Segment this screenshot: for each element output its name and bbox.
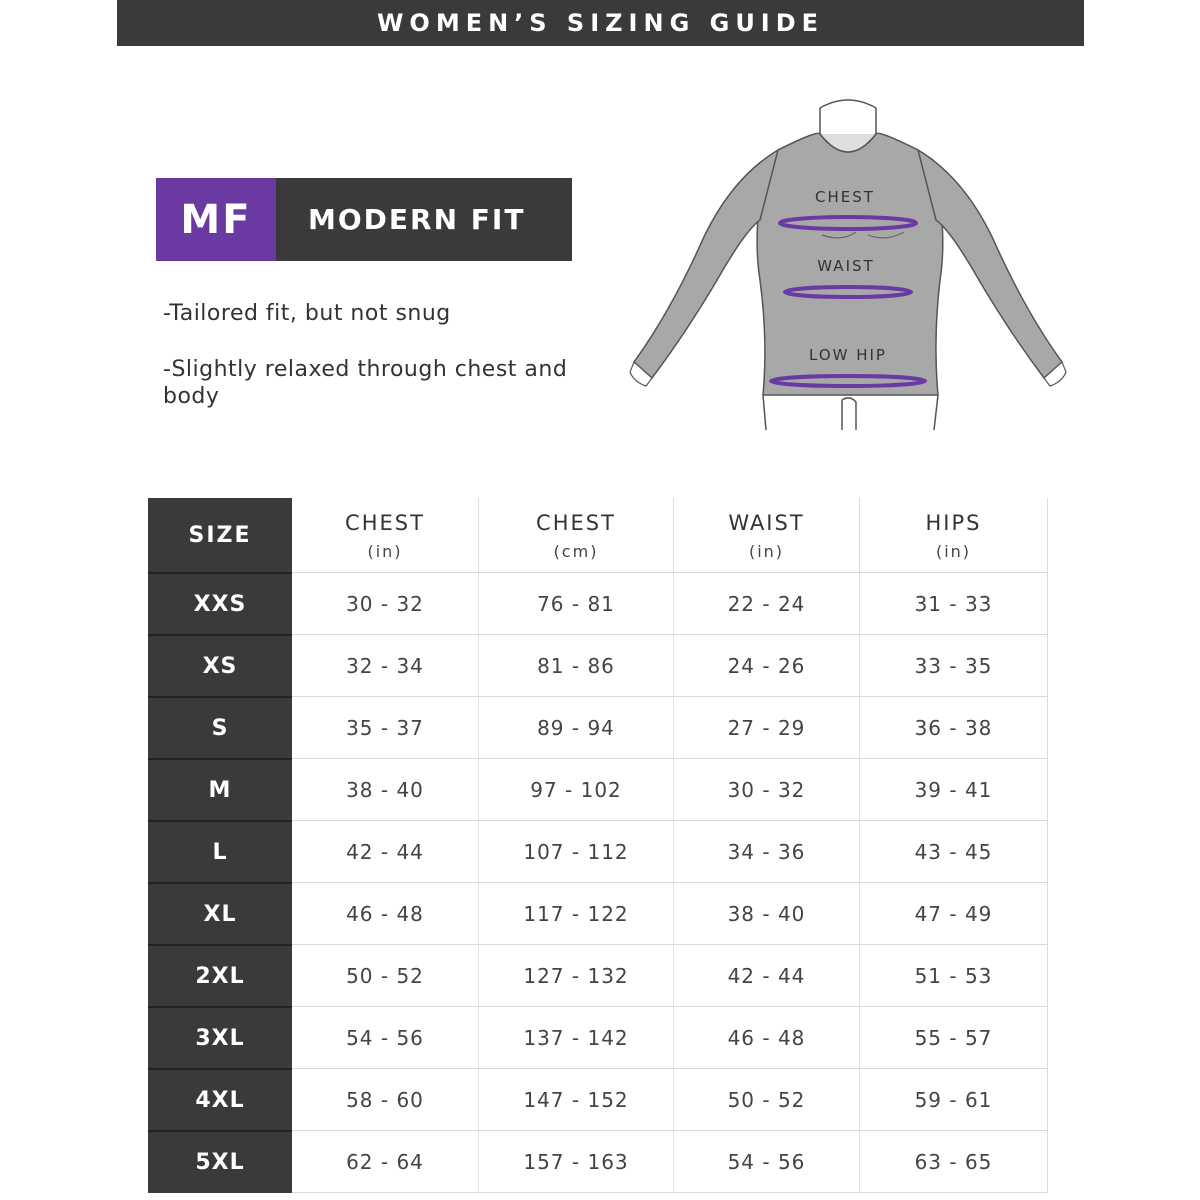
header-waist-in: WAIST (in): [674, 498, 860, 572]
table-cell: 62 - 64: [292, 1130, 479, 1193]
header-chest-in: CHEST (in): [292, 498, 479, 572]
table-cell: 63 - 65: [860, 1130, 1048, 1193]
size-label: XL: [148, 882, 292, 944]
table-cell: 147 - 152: [479, 1068, 674, 1130]
table-cell: 32 - 34: [292, 634, 479, 696]
table-cell: 89 - 94: [479, 696, 674, 758]
table-cell: 157 - 163: [479, 1130, 674, 1193]
table-cell: 35 - 37: [292, 696, 479, 758]
table-cell: 107 - 112: [479, 820, 674, 882]
sizing-table: [148, 498, 1048, 1193]
table-cell: 117 - 122: [479, 882, 674, 944]
table-cell: 97 - 102: [479, 758, 674, 820]
left-sleeve: [634, 150, 778, 378]
title-bar: [117, 0, 1084, 46]
fit-name: MODERN FIT: [308, 203, 526, 236]
table-cell: 36 - 38: [860, 696, 1048, 758]
table-cell: 47 - 49: [860, 882, 1048, 944]
table-cell: 137 - 142: [479, 1006, 674, 1068]
table-cell: 127 - 132: [479, 944, 674, 1006]
table-cell: 30 - 32: [292, 572, 479, 634]
size-label: 4XL: [148, 1068, 292, 1130]
measurement-figure: [628, 90, 1068, 435]
size-label: XS: [148, 634, 292, 696]
size-label: 5XL: [148, 1130, 292, 1193]
low-hip-label: LOW HIP: [809, 346, 887, 364]
table-cell: 43 - 45: [860, 820, 1048, 882]
table-cell: 50 - 52: [674, 1068, 860, 1130]
table-cell: 81 - 86: [479, 634, 674, 696]
table-cell: 46 - 48: [292, 882, 479, 944]
table-cell: 38 - 40: [292, 758, 479, 820]
size-column-header: SIZE: [148, 498, 292, 572]
table-cell: 42 - 44: [292, 820, 479, 882]
table-cell: 51 - 53: [860, 944, 1048, 1006]
fit-bullet-1: -Tailored fit, but not snug: [163, 301, 451, 326]
table-cell: 31 - 33: [860, 572, 1048, 634]
table-cell: 27 - 29: [674, 696, 860, 758]
size-label: M: [148, 758, 292, 820]
table-cell: 34 - 36: [674, 820, 860, 882]
table-cell: 42 - 44: [674, 944, 860, 1006]
header-chest-cm: CHEST (cm): [479, 498, 674, 572]
chest-label: CHEST: [815, 188, 875, 206]
size-label: L: [148, 820, 292, 882]
table-cell: 58 - 60: [292, 1068, 479, 1130]
waist-label: WAIST: [817, 257, 875, 275]
page-title: WOMEN’S SIZING GUIDE: [376, 9, 825, 37]
table-cell: 30 - 32: [674, 758, 860, 820]
legs: [763, 395, 938, 430]
table-cell: 50 - 52: [292, 944, 479, 1006]
table-cell: 59 - 61: [860, 1068, 1048, 1130]
table-cell: 54 - 56: [292, 1006, 479, 1068]
table-cell: 76 - 81: [479, 572, 674, 634]
size-label: S: [148, 696, 292, 758]
fit-code: MF: [156, 178, 276, 261]
fit-bullet-2: -Slightly relaxed through chest and body: [163, 357, 568, 409]
table-cell: 22 - 24: [674, 572, 860, 634]
table-cell: 55 - 57: [860, 1006, 1048, 1068]
size-label: XXS: [148, 572, 292, 634]
table-cell: 39 - 41: [860, 758, 1048, 820]
table-cell: 46 - 48: [674, 1006, 860, 1068]
table-cell: 54 - 56: [674, 1130, 860, 1193]
size-label: 3XL: [148, 1006, 292, 1068]
fit-badge: [156, 178, 572, 261]
size-label: 2XL: [148, 944, 292, 1006]
header-hips-in: HIPS (in): [860, 498, 1048, 572]
table-cell: 33 - 35: [860, 634, 1048, 696]
table-cell: 24 - 26: [674, 634, 860, 696]
table-cell: 38 - 40: [674, 882, 860, 944]
